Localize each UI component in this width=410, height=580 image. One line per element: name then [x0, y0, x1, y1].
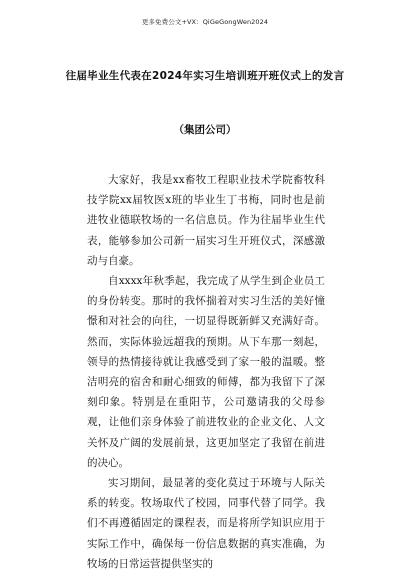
paragraph-3: 实习期间，最显著的变化莫过于环境与人际关系的转变。牧场取代了校园，同事代替了同学。我们不再遵循固定的课程表，而是将所学知识应用于实际工作中，确保每一份信息数据的真实准确，为牧场的日常运营提供坚实的	[87, 477, 325, 570]
document-body	[87, 170, 325, 574]
document-title: 往届毕业生代表在2024年实习生培训班开班仪式上的发言	[65, 70, 345, 82]
document-subtitle: （集团公司）	[173, 124, 237, 136]
paragraph-1: 大家好，我是xx畜牧工程职业技术学院畜牧科技学院xx届牧医x班的毕业生丁书梅，同时也是前进牧业德联牧场的一名信息员。作为往届毕业生代表，能够参加公司新一届实习生开班仪式，深感激动与自豪。	[87, 174, 325, 267]
paragraph-2: 自xxxx年秋季起，我完成了从学生到企业员工的身份转变。那时的我怀揣着对实习生活的美好憧憬和对社会的向往，一切显得既新鲜又充满好奇。然而，实际体验远超我的预期。从下车那一刻起，领导的热情接待就让我感受到了家一般的温暖。整洁明亮的宿舍和耐心细致的师傅，都为我留下了深刻印象。特别是在重阳节，公司邀请我的父母参观，让他们亲身体验了前进牧业的企业文化、人文关怀及广阔的发展前景，这更加坚定了我留在前进的决心。	[87, 275, 325, 469]
header-note: 更多免费公文+VX：QiGeGongWen2024	[141, 18, 269, 26]
